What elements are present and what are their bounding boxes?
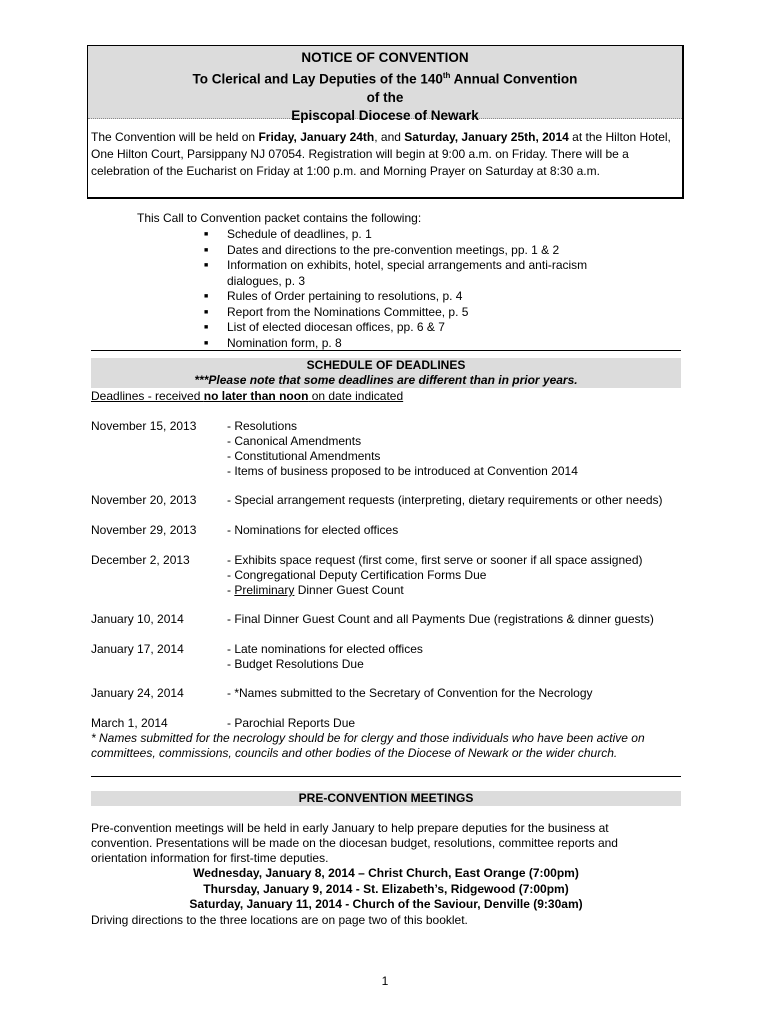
preconvention-paragraph: Pre-convention meetings will be held in early January to help prepare deputies for the business at convention. Presentations will be made on the diocesan budget, resolutions, committee reports and orientation information for first-time deputies. bbox=[91, 821, 618, 865]
preconvention-heading: PRE-CONVENTION MEETINGS bbox=[91, 791, 681, 806]
list-item: ■ List of elected diocesan offices, pp. 6 & 7 bbox=[204, 320, 587, 336]
directions-note: Driving directions to the three locations are on page two of this booklet. bbox=[91, 913, 468, 927]
page-number: 1 bbox=[381, 974, 389, 988]
list-item: ■ Information on exhibits, hotel, special arrangements and anti-racism dialogues, p. 3 bbox=[204, 258, 587, 289]
meeting-list bbox=[91, 866, 681, 913]
list-item: ■ Rules of Order pertaining to resolutions, p. 4 bbox=[204, 289, 587, 305]
packet-list bbox=[204, 227, 587, 351]
notice-of-the: of the bbox=[366, 89, 404, 105]
list-item: ■ Nomination form, p. 8 bbox=[204, 336, 587, 352]
list-item: ■ Dates and directions to the pre-convention meetings, pp. 1 & 2 bbox=[204, 243, 587, 259]
list-item: ■ Schedule of deadlines, p. 1 bbox=[204, 227, 587, 243]
necrology-footnote: * Names submitted for the necrology should be for clergy and those individuals who have been active on committees, commissions, councils and other bodies of the Diocese of Newark or the wider church. bbox=[91, 731, 645, 760]
list-item: Wednesday, January 8, 2014 – Christ Church, East Orange (7:00pm) bbox=[193, 866, 579, 880]
packet-intro: This Call to Convention packet contains the following: bbox=[137, 211, 422, 225]
notice-box bbox=[87, 45, 684, 199]
schedule-heading: SCHEDULE OF DEADLINES ***Please note that some deadlines are different than in prior years. bbox=[91, 358, 681, 388]
notice-title: NOTICE OF CONVENTION bbox=[301, 50, 469, 65]
divider bbox=[91, 350, 681, 351]
notice-subtitle: To Clerical and Lay Deputies of the 140th Annual Convention bbox=[192, 71, 578, 87]
notice-body: The Convention will be held on Friday, January 24th, and Saturday, January 25th, 2014 at the Hilton Hotel, One Hilton Court, Parsippany NJ 07054. Registration will begin at 9:00 a.m. on Friday. There will be a celebration of the Eucharist on Friday at 1:00 p.m. and Morning Prayer on Saturday at 8:30 a.m. bbox=[91, 130, 671, 178]
list-item: ■ Report from the Nominations Committee, p. 5 bbox=[204, 305, 587, 321]
notice-header bbox=[88, 46, 682, 123]
list-item: Thursday, January 9, 2014 - St. Elizabeth’s, Ridgewood (7:00pm) bbox=[203, 881, 569, 896]
divider bbox=[91, 776, 681, 777]
notice-diocese: Episcopal Diocese of Newark bbox=[291, 107, 479, 123]
deadline-received-line: Deadlines - received no later than noon on date indicated bbox=[91, 389, 404, 403]
schedule-note: ***Please note that some deadlines are different than in prior years. bbox=[194, 373, 578, 387]
list-item: Saturday, January 11, 2014 - Church of the Saviour, Denville (9:30am) bbox=[189, 897, 583, 911]
